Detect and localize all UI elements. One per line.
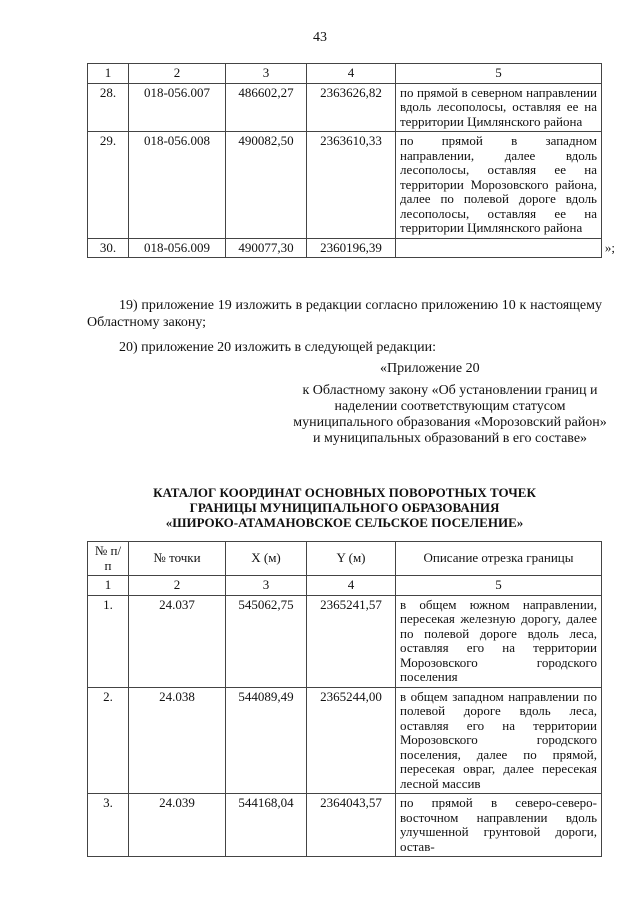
paragraph-item-20: 20) приложение 20 изложить в следующей редакции: — [119, 340, 436, 355]
x-coordinate: 490082,50 — [226, 132, 307, 239]
x-coordinate: 545062,75 — [226, 595, 307, 687]
table-row — [88, 83, 602, 132]
table-row — [88, 794, 602, 857]
x-coordinate: 486602,27 — [226, 83, 307, 132]
point-id: 24.039 — [129, 794, 226, 857]
segment-description: по прямой в западном направлении, далее вдоль лесополосы, оставляя ее на территории Морозовского района, далее по полевой дороге вдоль лесополосы, оставляя ее на территории Цимлянского района — [396, 132, 602, 239]
table-row — [88, 132, 602, 239]
segment-description-empty — [396, 238, 615, 258]
segment-description: по прямой в северном направлении вдоль лесополосы, оставляя ее на территории Цимлянского района — [396, 83, 602, 132]
catalog-title-line: КАТАЛОГ КООРДИНАТ ОСНОВНЫХ ПОВОРОТНЫХ ТОЧЕК — [153, 485, 536, 500]
catalog-title — [87, 485, 602, 530]
x-coordinate: 544168,04 — [226, 794, 307, 857]
header-cell: 1 — [88, 64, 129, 84]
row-number: 2. — [88, 687, 129, 794]
header-description: Описание отрезка границы — [396, 542, 602, 576]
y-coordinate: 2364043,57 — [307, 794, 396, 857]
header-cell: 2 — [129, 64, 226, 84]
x-coordinate: 544089,49 — [226, 687, 307, 794]
y-coordinate: 2360196,39 — [307, 238, 396, 258]
table-header-row — [88, 542, 602, 576]
header-cell: 4 — [307, 64, 396, 84]
coordinates-table-continued — [87, 63, 615, 258]
segment-description: в общем западном направлении по полевой дороге вдоль леса, оставляя его на территории Морозовского городского поселения, далее по прямой, пересекая овраг, далее пересекая лесной массив — [396, 687, 602, 794]
point-id: 24.037 — [129, 595, 226, 687]
column-number: 3 — [226, 576, 307, 596]
column-number: 2 — [129, 576, 226, 596]
row-number: 1. — [88, 595, 129, 687]
coordinates-table — [87, 541, 602, 857]
header-cell: 3 — [226, 64, 307, 84]
point-id: 24.038 — [129, 687, 226, 794]
row-number: 29. — [88, 132, 129, 239]
table-row — [88, 687, 602, 794]
row-number: 3. — [88, 794, 129, 857]
column-number: 5 — [396, 576, 602, 596]
row-number: 28. — [88, 83, 129, 132]
header-y: Y (м) — [307, 542, 396, 576]
table-header-row — [88, 64, 602, 84]
column-number-row — [88, 576, 602, 596]
point-id: 018-056.009 — [129, 238, 226, 258]
catalog-title-line: ГРАНИЦЫ МУНИЦИПАЛЬНОГО ОБРАЗОВАНИЯ — [189, 500, 500, 515]
y-coordinate: 2363610,33 — [307, 132, 396, 239]
y-coordinate: 2365244,00 — [307, 687, 396, 794]
point-id: 018-056.008 — [129, 132, 226, 239]
header-cell: 5 — [396, 64, 602, 84]
catalog-title-line: «ШИРОКО-АТАМАНОВСКОЕ СЕЛЬСКОЕ ПОСЕЛЕНИЕ» — [165, 515, 524, 530]
table-row — [88, 238, 602, 258]
header-x: X (м) — [226, 542, 307, 576]
page-number: 43 — [313, 30, 327, 45]
header-point: № точки — [129, 542, 226, 576]
segment-description: по прямой в северо-северо-восточном направлении вдоль улучшенной грунтовой дороги, остав- — [396, 794, 602, 857]
segment-description: в общем южном направлении, пересекая железную дорогу, далее по полевой дороге вдоль леса, оставляя его на территории Морозовского городского поселения — [396, 595, 602, 687]
table-row — [88, 595, 602, 687]
row-number: 30. — [88, 238, 129, 258]
column-number: 1 — [88, 576, 129, 596]
paragraph-item-19: 19) приложение 19 изложить в редакции согласно приложению 10 к настоящему Областному закону; — [87, 298, 602, 330]
column-number: 4 — [307, 576, 396, 596]
y-coordinate: 2365241,57 — [307, 595, 396, 687]
closing-quote: »; — [604, 239, 615, 255]
point-id: 018-056.007 — [129, 83, 226, 132]
appendix-heading: «Приложение 20 — [380, 361, 480, 376]
appendix-note: к Областному закону «Об установлении границ и наделении соответствующим статусом муниципального образования «Морозовский район» и муниципальных образований в его составе» — [293, 383, 607, 446]
x-coordinate: 490077,30 — [226, 238, 307, 258]
header-num: № п/п — [88, 542, 129, 576]
y-coordinate: 2363626,82 — [307, 83, 396, 132]
